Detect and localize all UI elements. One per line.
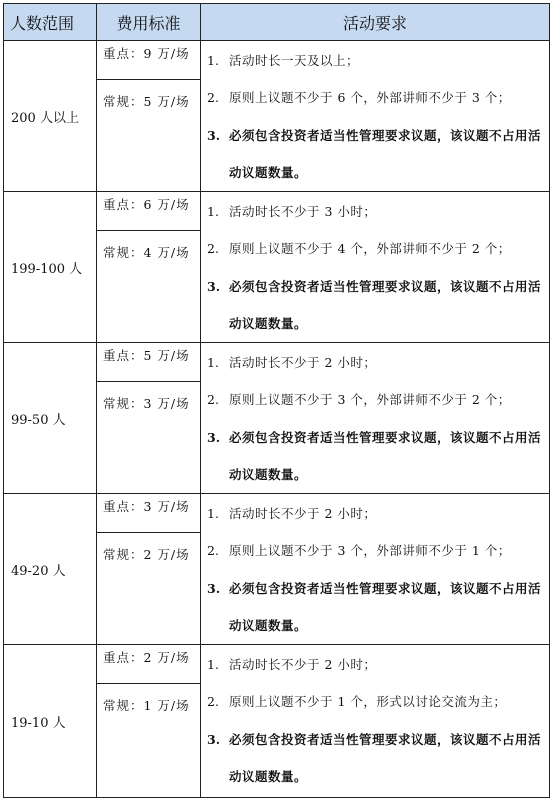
- table-row-key: [4, 41, 550, 80]
- range-cell: 200 人以上: [4, 41, 97, 192]
- requirement-text: 必须包含投资者适当性管理要求议题，该议题不占用活动议题数量。: [229, 128, 542, 180]
- requirement-text: 原则上议题不少于 4 个，外部讲师不少于 2 个；: [229, 241, 511, 256]
- requirement-number: 1.: [207, 355, 219, 370]
- fee-regular-label: 常规：1 万/场: [103, 698, 190, 713]
- fee-key-label: 重点：3 万/场: [103, 499, 190, 514]
- range-cell: 19-10 人: [4, 645, 97, 798]
- requirement-number: 1.: [207, 657, 219, 672]
- requirement-item-2: [207, 230, 545, 268]
- requirement-item-3: [207, 721, 545, 795]
- requirement-text: 活动时长不少于 2 小时；: [229, 506, 377, 521]
- fee-regular-cell: [97, 80, 201, 192]
- fee-regular-cell: [97, 684, 201, 798]
- requirement-item-2: [207, 532, 545, 570]
- requirement-item-1: [207, 345, 545, 381]
- requirement-number: 3.: [207, 732, 221, 747]
- requirement-number: 2.: [207, 90, 219, 105]
- requirement-number: 3.: [207, 128, 221, 143]
- fee-standards-table: [3, 3, 550, 798]
- requirement-text: 活动时长不少于 2 小时；: [229, 657, 377, 672]
- requirement-text: 原则上议题不少于 3 个，外部讲师不少于 1 个；: [229, 543, 511, 558]
- requirements-cell: [201, 494, 550, 645]
- fee-key-label: 重点：5 万/场: [103, 348, 190, 363]
- range-cell: 49-20 人: [4, 494, 97, 645]
- fee-key-label: 重点：2 万/场: [103, 650, 190, 665]
- fee-key-label: 重点：9 万/场: [103, 46, 190, 61]
- header-range: 人数范围: [4, 4, 97, 41]
- range-cell: 199-100 人: [4, 192, 97, 343]
- requirement-item-2: [207, 79, 545, 117]
- requirement-item-2: [207, 381, 545, 419]
- requirement-text: 活动时长不少于 2 小时；: [229, 355, 377, 370]
- fee-regular-label: 常规：5 万/场: [103, 94, 190, 109]
- table-row-key: [4, 192, 550, 231]
- table-row-key: [4, 494, 550, 533]
- requirement-number: 2.: [207, 241, 219, 256]
- fee-key-cell: [97, 645, 201, 684]
- requirement-item-1: [207, 496, 545, 532]
- requirements-cell: [201, 41, 550, 192]
- requirement-number: 2.: [207, 694, 219, 709]
- requirement-text: 必须包含投资者适当性管理要求议题，该议题不占用活动议题数量。: [229, 430, 542, 482]
- requirements-cell: [201, 343, 550, 494]
- requirement-item-3: [207, 570, 545, 644]
- requirement-item-3: [207, 117, 545, 191]
- fee-regular-label: 常规：3 万/场: [103, 396, 190, 411]
- header-requirements: 活动要求: [201, 4, 550, 41]
- requirement-number: 3.: [207, 430, 221, 445]
- fee-key-cell: [97, 494, 201, 533]
- fee-regular-cell: [97, 533, 201, 645]
- requirement-text: 活动时长一天及以上；: [229, 53, 360, 68]
- table-row-key: [4, 343, 550, 382]
- requirement-text: 必须包含投资者适当性管理要求议题，该议题不占用活动议题数量。: [229, 581, 542, 633]
- requirement-number: 3.: [207, 279, 221, 294]
- fee-key-cell: [97, 192, 201, 231]
- fee-key-label: 重点：6 万/场: [103, 197, 190, 212]
- fee-key-cell: [97, 343, 201, 382]
- requirement-item-1: [207, 647, 545, 683]
- requirement-number: 2.: [207, 392, 219, 407]
- requirement-item-3: [207, 268, 545, 342]
- requirement-text: 原则上议题不少于 1 个，形式以讨论交流为主；: [229, 694, 507, 709]
- requirement-number: 1.: [207, 204, 219, 219]
- requirement-text: 活动时长不少于 3 小时；: [229, 204, 377, 219]
- fee-regular-label: 常规：2 万/场: [103, 547, 190, 562]
- requirement-number: 1.: [207, 506, 219, 521]
- table-row-key: [4, 645, 550, 684]
- requirement-number: 2.: [207, 543, 219, 558]
- header-row: [4, 4, 550, 41]
- requirement-text: 必须包含投资者适当性管理要求议题，该议题不占用活动议题数量。: [229, 279, 542, 331]
- fee-regular-cell: [97, 231, 201, 343]
- requirements-cell: [201, 645, 550, 798]
- range-cell: 99-50 人: [4, 343, 97, 494]
- requirement-item-1: [207, 194, 545, 230]
- fee-key-cell: [97, 41, 201, 80]
- requirement-item-1: [207, 43, 545, 79]
- fee-regular-label: 常规：4 万/场: [103, 245, 190, 260]
- requirement-text: 原则上议题不少于 3 个，外部讲师不少于 2 个；: [229, 392, 511, 407]
- requirement-number: 3.: [207, 581, 221, 596]
- fee-regular-cell: [97, 382, 201, 494]
- requirements-cell: [201, 192, 550, 343]
- requirement-text: 必须包含投资者适当性管理要求议题，该议题不占用活动议题数量。: [229, 732, 542, 784]
- requirement-number: 1.: [207, 53, 219, 68]
- header-fee: 费用标准: [97, 4, 201, 41]
- requirement-item-3: [207, 419, 545, 493]
- requirement-item-2: [207, 683, 545, 721]
- requirement-text: 原则上议题不少于 6 个，外部讲师不少于 3 个；: [229, 90, 511, 105]
